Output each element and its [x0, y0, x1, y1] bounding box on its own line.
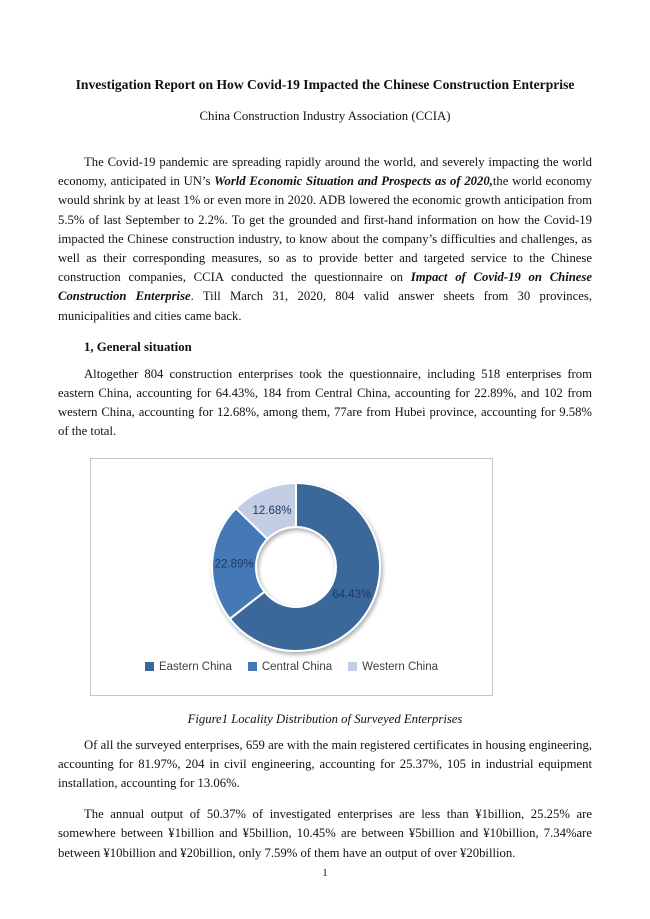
- donut-chart-canvas: [91, 459, 492, 695]
- legend-item-eastern-china: [145, 661, 232, 673]
- paragraph-text: . Till March 31, 2020, 804 valid answer sheets from 30 provinces, municipalities and cities came back.: [58, 289, 593, 323]
- paragraph-general-situation: Altogether 804 construction enterprises took the questionnaire, including 518 enterprises from eastern China, accounting for 64.43%, 184 from Central China, accounting for 22.89%, and 102 from western China, accounting for 12.68%, among them, 77are from Hubei province, accounting for 9.58% of the total.: [58, 366, 592, 439]
- paragraph-introduction: [58, 153, 592, 326]
- legend-item-western-china: [348, 661, 438, 673]
- section-heading-general-situation: 1, General situation: [84, 339, 192, 354]
- cited-title-questionnaire: Impact of Covid-19 on Chinese Construction Enterprise: [58, 270, 592, 304]
- legend-swatch-icon: [248, 662, 257, 671]
- slice-data-label: 64.43%: [332, 588, 372, 601]
- figure1-caption: Figure1 Locality Distribution of Surveyed Enterprises: [187, 711, 463, 726]
- paragraph-text: the world economy would shrink by at least 1% or even more in 2020. ADB lowered the economic growth anticipation from 5.5% of last September to 2.2%. To get the grounded and first-hand information on how the Covid-19 impacted the Chinese construction industry, to know about the company’s difficulties and challenges, as well as their corresponding measures, so as to provide better and targeted service to the Chinese construction companies, CCIA conducted the questionnaire on: [58, 174, 592, 285]
- report-subtitle: China Construction Industry Association (CCIA): [199, 109, 451, 123]
- legend-label: Western China: [362, 660, 439, 673]
- legend-swatch-icon: [145, 662, 154, 671]
- figure1-donut-chart: [90, 458, 493, 696]
- paragraph-certificates: Of all the surveyed enterprises, 659 are with the main registered certificates in housing engineering, accounting for 81.97%, 204 in civil engineering, accounting for 25.37%, 105 in industrial equipment installation, accounting for 13.06%.: [58, 737, 592, 791]
- slice-data-label: 12.68%: [252, 504, 292, 517]
- legend-swatch-icon: [348, 662, 357, 671]
- page-number: 1: [322, 866, 328, 879]
- chart-legend: [91, 661, 492, 673]
- cited-title-world-economic-situation: World Economic Situation and Prospects as of 2020,: [214, 174, 493, 189]
- legend-item-central-china: [248, 661, 332, 673]
- paragraph-annual-output: The annual output of 50.37% of investigated enterprises are less than ¥1billion, 25.25% are somewhere between ¥1billion and ¥5billion, 10.45% are between ¥5billion and ¥10billion, 7.34%are between ¥10billion and ¥20billion, only 7.59% of them have an output of over ¥20billion.: [58, 807, 592, 860]
- slice-data-label: 22.89%: [214, 558, 254, 571]
- paragraph-text: The Covid-19 pandemic are spreading rapidly around the world, and severely impacting the world economy, anticipated in UN’s: [58, 155, 592, 189]
- report-title: Investigation Report on How Covid-19 Impacted the Chinese Construction Enterprise: [75, 77, 575, 92]
- legend-label: Eastern China: [158, 660, 232, 673]
- legend-label: Central China: [261, 660, 333, 673]
